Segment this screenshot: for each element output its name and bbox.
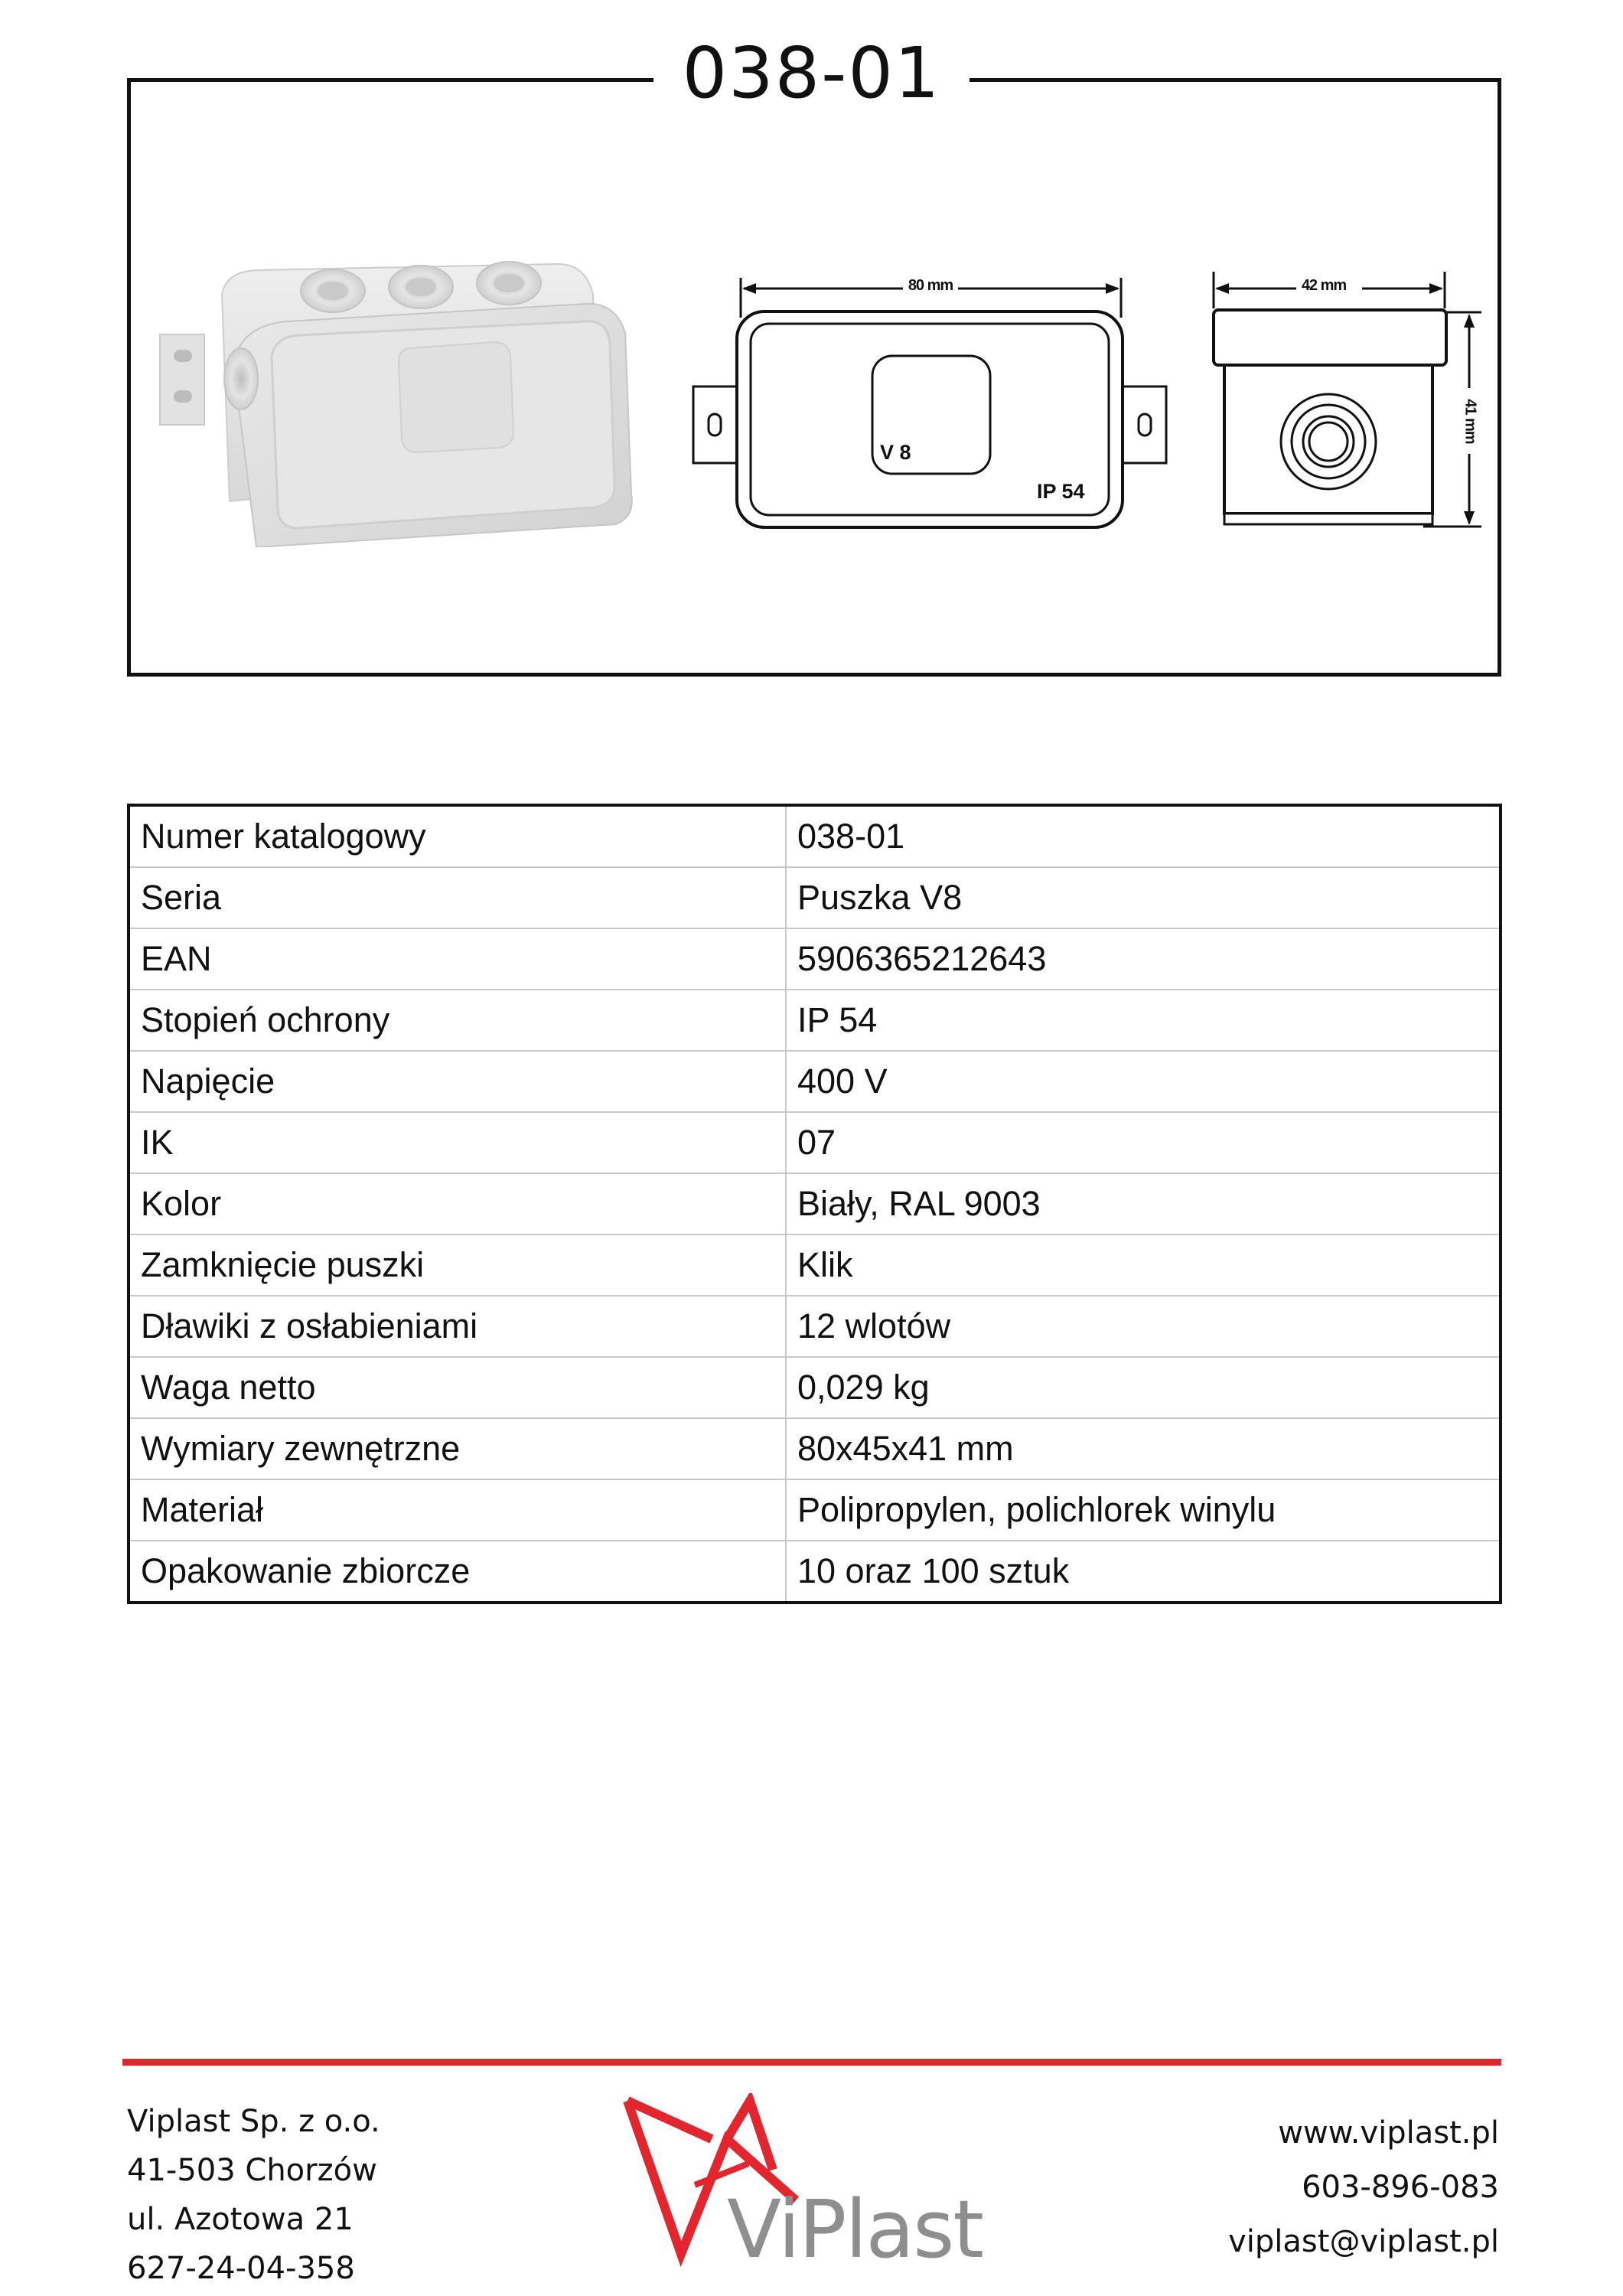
front-width-label: 80 mm <box>908 277 953 294</box>
specification-table-body <box>129 805 1501 1603</box>
product-photo <box>157 249 647 547</box>
table-row <box>129 1234 1501 1296</box>
spec-value: Biały, RAL 9003 <box>786 1173 1501 1234</box>
company-contact <box>1228 2106 1499 2269</box>
email-link[interactable]: viplast@viplast.pl <box>1228 2224 1499 2259</box>
table-row <box>129 1479 1501 1541</box>
spec-value: 10 oraz 100 sztuk <box>786 1541 1501 1603</box>
side-view-drawing <box>1201 264 1492 536</box>
spec-label: Opakowanie zbiorcze <box>129 1541 786 1603</box>
spec-label: Stopień ochrony <box>129 990 786 1051</box>
specification-table <box>127 804 1502 1604</box>
spec-label: EAN <box>129 928 786 990</box>
table-row <box>129 1051 1501 1112</box>
side-height-label: 41 mm <box>1462 399 1479 444</box>
spec-value: 5906365212643 <box>786 928 1501 990</box>
company-phone: 627-24-04-358 <box>127 2251 355 2286</box>
spec-value: 07 <box>786 1112 1501 1173</box>
table-row <box>129 1112 1501 1173</box>
spec-value: Klik <box>786 1234 1501 1296</box>
table-row <box>129 1357 1501 1418</box>
table-row <box>129 1173 1501 1234</box>
spec-value: 0,029 kg <box>786 1357 1501 1418</box>
spec-label: Kolor <box>129 1173 786 1234</box>
spec-label: IK <box>129 1112 786 1173</box>
spec-label: Zamknięcie puszki <box>129 1234 786 1296</box>
contact-phone: 603-896-083 <box>1302 2170 1499 2205</box>
logo-wordmark: ViPlast <box>727 2183 983 2276</box>
spec-label: Seria <box>129 867 786 928</box>
spec-value: 80x45x41 mm <box>786 1418 1501 1479</box>
spec-label: Dławiki z osłabieniami <box>129 1296 786 1357</box>
spec-label: Napięcie <box>129 1051 786 1112</box>
side-width-label: 42 mm <box>1301 277 1347 294</box>
street-address: ul. Azotowa 21 <box>127 2202 354 2237</box>
company-name: Viplast Sp. z o.o. <box>127 2104 380 2139</box>
spec-value: IP 54 <box>786 990 1501 1051</box>
spec-value: 12 wlotów <box>786 1296 1501 1357</box>
spec-value: Polipropylen, polichlorek winylu <box>786 1479 1501 1541</box>
spec-value: 038-01 <box>786 805 1501 867</box>
front-view-drawing <box>689 264 1171 536</box>
spec-label: Materiał <box>129 1479 786 1541</box>
spec-label: Numer katalogowy <box>129 805 786 867</box>
table-row <box>129 990 1501 1051</box>
website-link[interactable]: www.viplast.pl <box>1278 2115 1499 2151</box>
table-row <box>129 1418 1501 1479</box>
lid-mark-label: V 8 <box>880 441 911 464</box>
company-address <box>127 2097 380 2293</box>
table-row <box>129 928 1501 990</box>
footer-divider <box>122 2059 1501 2066</box>
postal-city: 41-503 Chorzów <box>127 2153 377 2188</box>
table-row <box>129 1296 1501 1357</box>
table-row <box>129 1541 1501 1603</box>
table-row <box>129 805 1501 867</box>
table-row <box>129 867 1501 928</box>
page-title: 038-01 <box>653 28 970 119</box>
spec-value: Puszka V8 <box>786 867 1501 928</box>
spec-value: 400 V <box>786 1051 1501 1112</box>
spec-label: Wymiary zewnętrzne <box>129 1418 786 1479</box>
ip-mark-label: IP 54 <box>1037 480 1085 503</box>
spec-label: Waga netto <box>129 1357 786 1418</box>
